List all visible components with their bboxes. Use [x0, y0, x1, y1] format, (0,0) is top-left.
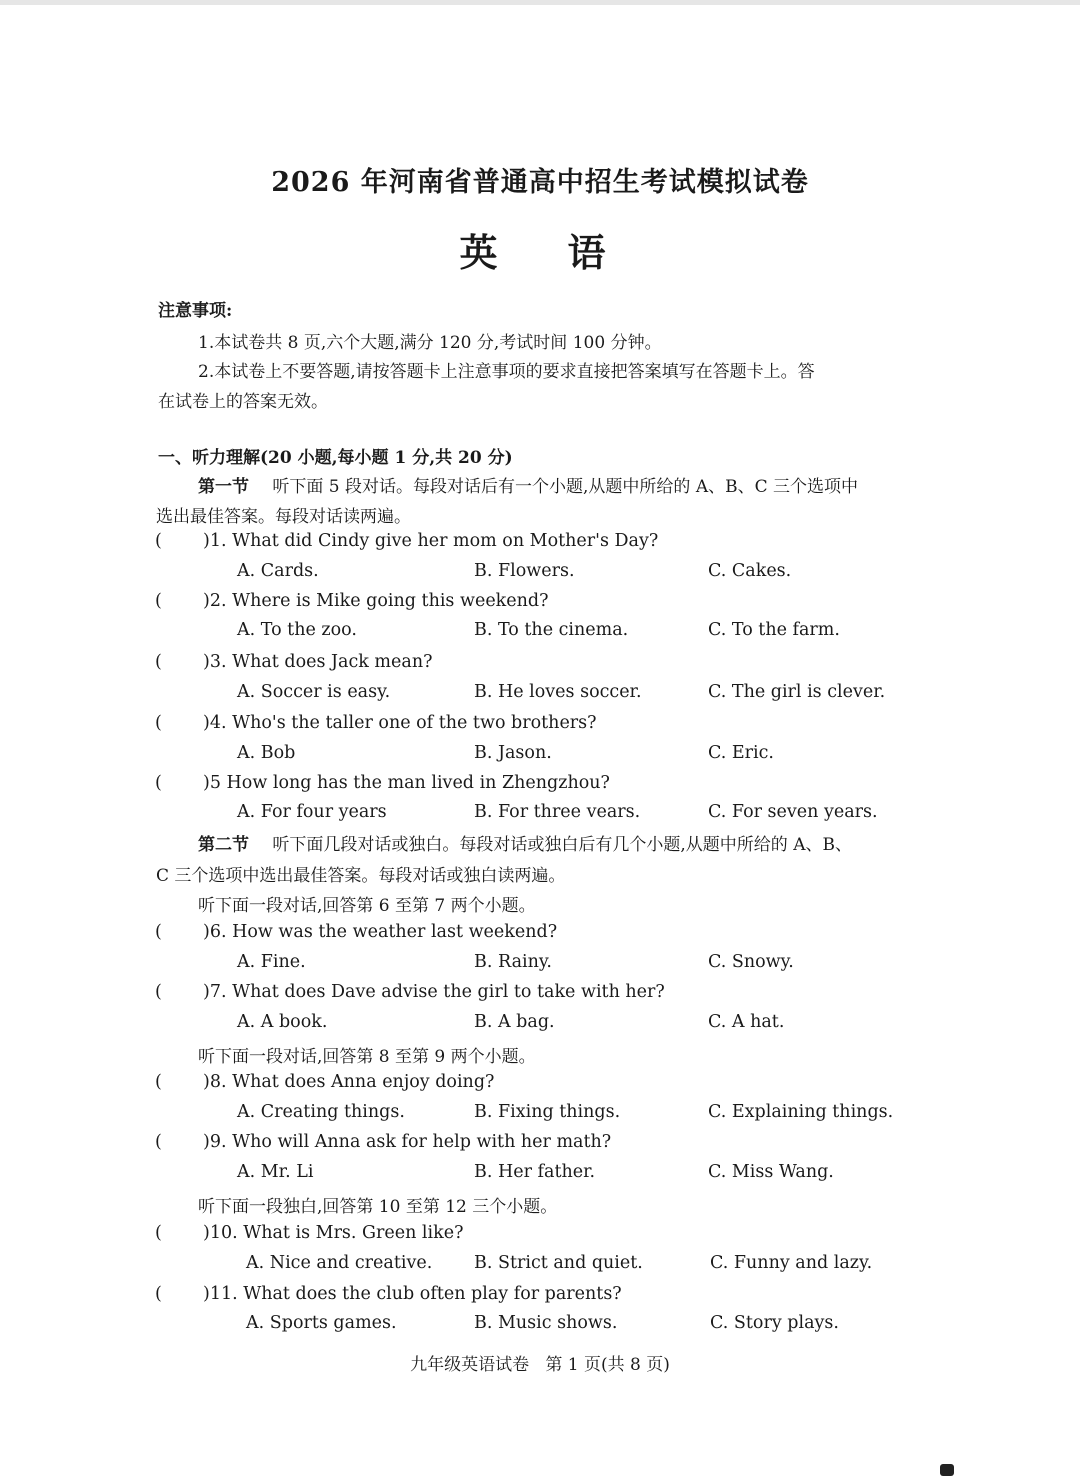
- question-stem: [155, 652, 432, 672]
- notice-item-1: 1.本试卷共 8 页,六个大题,满分 120 分,考试时间 100 分钟。: [198, 333, 662, 353]
- question-text: 10. What is Mrs. Green like?: [209, 1223, 464, 1243]
- intro-q10-12: 听下面一段独白,回答第 10 至第 12 三个小题。: [198, 1197, 558, 1217]
- option-b: B. He loves soccer.: [474, 682, 642, 702]
- option-b: B. For three vears.: [474, 802, 641, 822]
- section-1-instructions-cont: 选出最佳答案。每段对话读两遍。: [156, 507, 411, 527]
- answer-blank-close: ): [203, 652, 210, 672]
- part-1-heading: 一、听力理解(20 小题,每小题 1 分,共 20 分): [158, 448, 513, 468]
- option-a: A. Soccer is easy.: [237, 682, 391, 702]
- question-text: 2. Where is Mike going this weekend?: [209, 591, 549, 611]
- notice-item-2: 2.本试卷上不要答题,请按答题卡上注意事项的要求直接把答案填写在答题卡上。答: [198, 362, 815, 382]
- exam-title: 2026 年河南省普通高中招生考试模拟试卷: [271, 167, 809, 198]
- answer-blank-close: ): [203, 982, 210, 1002]
- question-text: 7. What does Dave advise the girl to take with her?: [209, 982, 665, 1002]
- option-c: C. Cakes.: [708, 561, 792, 581]
- option-a: A. Mr. Li: [237, 1162, 314, 1182]
- answer-blank-close: ): [203, 1223, 210, 1243]
- question-text: 8. What does Anna enjoy doing?: [209, 1072, 495, 1092]
- section-2-instructions: [198, 830, 852, 855]
- option-a: A. Fine.: [237, 952, 306, 972]
- section-1-text: 听下面 5 段对话。每段对话后有一个小题,从题中所给的 A、B、C 三个选项中: [272, 477, 859, 497]
- answer-blank-close: ): [203, 1072, 210, 1092]
- question-text: 1. What did Cindy give her mom on Mother's Day?: [209, 531, 659, 551]
- option-c: C. To the farm.: [708, 620, 840, 640]
- answer-blank: (: [155, 1284, 162, 1304]
- question-stem: [155, 591, 549, 611]
- question-text: 9. Who will Anna ask for help with her math?: [209, 1132, 612, 1152]
- answer-blank-close: ): [203, 591, 210, 611]
- section-2-instructions-cont: C 三个选项中选出最佳答案。每段对话或独白读两遍。: [156, 866, 566, 886]
- question-stem: [155, 713, 597, 733]
- option-a: A. Bob: [237, 743, 296, 763]
- option-b: B. Strict and quiet.: [474, 1253, 643, 1273]
- option-a: A. To the zoo.: [237, 620, 357, 640]
- option-b: B. Music shows.: [474, 1313, 618, 1333]
- question-text: 5 How long has the man lived in Zhengzhou?: [209, 773, 610, 793]
- option-a: A. Nice and creative.: [246, 1253, 433, 1273]
- question-stem: [155, 531, 658, 551]
- option-a: A. Cards.: [237, 561, 319, 581]
- question-stem: [155, 1223, 463, 1243]
- answer-blank-close: ): [203, 531, 210, 551]
- notice-heading: 注意事项:: [158, 301, 233, 321]
- answer-blank: (: [155, 773, 162, 793]
- option-c: C. The girl is clever.: [708, 682, 886, 702]
- answer-blank-close: ): [203, 1132, 210, 1152]
- question-stem: [155, 773, 610, 793]
- question-stem: [155, 1132, 611, 1152]
- question-stem: [155, 1072, 494, 1092]
- option-a: A. Creating things.: [237, 1102, 405, 1122]
- option-c: C. Miss Wang.: [708, 1162, 834, 1182]
- notice-item-2-cont: 在试卷上的答案无效。: [158, 392, 328, 412]
- option-b: B. Jason.: [474, 743, 552, 763]
- question-text: 11. What does the club often play for parents?: [209, 1284, 622, 1304]
- subject-title: 英语: [459, 230, 676, 275]
- option-c: C. Story plays.: [710, 1313, 839, 1333]
- option-c: C. Funny and lazy.: [710, 1253, 873, 1273]
- answer-blank: (: [155, 1223, 162, 1243]
- answer-blank: (: [155, 1132, 162, 1152]
- answer-blank: (: [155, 591, 162, 611]
- page-footer: 九年级英语试卷 第 1 页(共 8 页): [410, 1355, 670, 1375]
- section-2-text: 听下面几段对话或独白。每段对话或独白后有几个小题,从题中所给的 A、B、: [272, 835, 852, 855]
- answer-blank-close: ): [203, 773, 210, 793]
- option-c: C. Snowy.: [708, 952, 794, 972]
- option-c: C. For seven years.: [708, 802, 878, 822]
- option-a: A. For four years: [237, 802, 387, 822]
- option-b: B. To the cinema.: [474, 620, 629, 640]
- option-b: B. Rainy.: [474, 952, 552, 972]
- option-b: B. Fixing things.: [474, 1102, 621, 1122]
- answer-blank: (: [155, 531, 162, 551]
- option-b: B. Flowers.: [474, 561, 575, 581]
- option-b: B. Her father.: [474, 1162, 596, 1182]
- watermark-icon: [940, 1462, 1060, 1477]
- question-stem: [155, 922, 557, 942]
- answer-blank: (: [155, 652, 162, 672]
- answer-blank-close: ): [203, 713, 210, 733]
- answer-blank: (: [155, 982, 162, 1002]
- question-stem: [155, 982, 665, 1002]
- answer-blank: (: [155, 922, 162, 942]
- intro-q6-7: 听下面一段对话,回答第 6 至第 7 两个小题。: [198, 896, 536, 916]
- question-text: 3. What does Jack mean?: [209, 652, 433, 672]
- option-b: B. A bag.: [474, 1012, 555, 1032]
- option-c: C. Eric.: [708, 743, 774, 763]
- answer-blank: (: [155, 1072, 162, 1092]
- section-1-instructions: [198, 472, 858, 497]
- option-a: A. Sports games.: [246, 1313, 397, 1333]
- section-2-label: 第二节: [198, 835, 249, 855]
- option-c: C. A hat.: [708, 1012, 785, 1032]
- question-stem: [155, 1284, 622, 1304]
- answer-blank-close: ): [203, 1284, 210, 1304]
- answer-blank: (: [155, 713, 162, 733]
- option-a: A. A book.: [237, 1012, 328, 1032]
- answer-blank-close: ): [203, 922, 210, 942]
- question-text: 4. Who's the taller one of the two brothers?: [209, 713, 597, 733]
- question-text: 6. How was the weather last weekend?: [209, 922, 558, 942]
- intro-q8-9: 听下面一段对话,回答第 8 至第 9 两个小题。: [198, 1047, 536, 1067]
- option-c: C. Explaining things.: [708, 1102, 894, 1122]
- section-1-label: 第一节: [198, 477, 249, 497]
